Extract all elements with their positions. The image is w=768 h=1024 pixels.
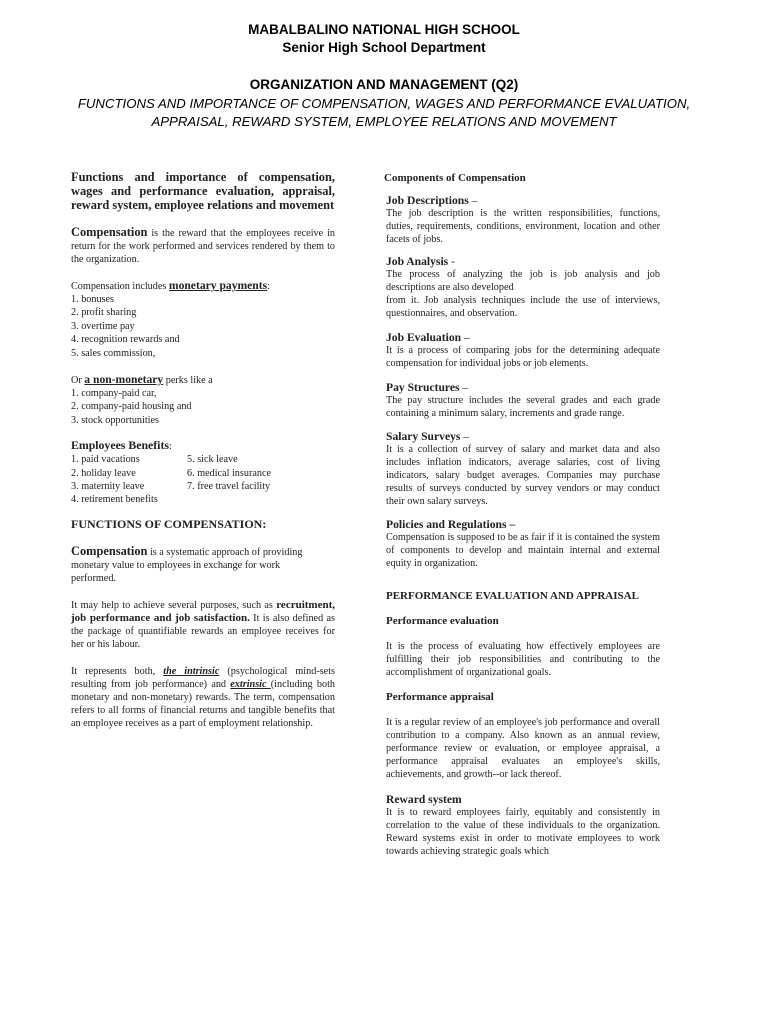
job-evaluation-text: It is a process of comparing jobs for the determining adequate compensation for individual jobs or job elements.: [386, 345, 660, 369]
pay-structures-dash: –: [459, 381, 469, 394]
performance-appraisal-text: It is a regular review of an employee's job performance and overall contribution to a company. Also known as an annual review, performance review or evaluation, or employee appraisal, a performance appraisal evaluates an employee's skills, achievements, and growth--or lack thereof.: [386, 717, 660, 780]
policies-text: Compensation is supposed to be as fair if it is contained the system of components to develop and maintain internal and external equity in organization.: [386, 532, 660, 569]
list-item: 4. recognition rewards and: [71, 334, 180, 346]
list-item: 7. free travel facility: [187, 481, 271, 493]
reward-system-text: It is to reward employees fairly, equitably and consistently in correlation to the value of these individuals to the organization. Reward systems exist in order to motivate employees to work towards achieving strategic goals which: [386, 807, 660, 857]
compensation-term: Compensation: [71, 225, 148, 239]
functions-definition: [71, 545, 309, 585]
compensation-definition: [71, 226, 335, 266]
includes-suffix: :: [267, 281, 270, 292]
includes-line: [71, 279, 335, 293]
represents-paragraph: [71, 665, 335, 730]
list-item: 5. sales commission,: [71, 347, 156, 359]
functions-heading: FUNCTIONS OF COMPENSATION:: [71, 516, 267, 531]
topic-line-2: APPRAISAL, REWARD SYSTEM, EMPLOYEE RELATIONS AND MOVEMENT: [151, 114, 617, 129]
purposes-suffix: It is also defined as the package of quantifiable rewards an employee receives for her or his labour.: [71, 612, 335, 650]
job-descriptions-title: Job Descriptions: [386, 194, 469, 207]
list-item: 3. stock opportunities: [71, 414, 160, 426]
performance-evaluation-heading: Performance evaluation: [386, 615, 499, 627]
functions-def-text: is a systematic approach of providing monetary value to employees in exchange for work performed.: [71, 546, 303, 584]
includes-prefix: Compensation includes: [71, 281, 169, 292]
represents-prefix: It represents both,: [71, 665, 164, 677]
topic-line-1: FUNCTIONS AND IMPORTANCE OF COMPENSATION, WAGES AND PERFORMANCE EVALUATION,: [77, 96, 691, 111]
represents-mid-2: (including both monetary and non-monetary) rewards. The term, compensation refers to all forms of financial returns and tangible benefits that an employee receives as a part of employment relationship.: [71, 678, 335, 729]
purposes-bold: recruitment, job performance and job satisfaction.: [71, 598, 335, 624]
salary-surveys-heading: [386, 430, 660, 443]
list-item: 2. company-paid housing and: [71, 401, 192, 413]
list-item: 4. retirement benefits: [71, 494, 158, 506]
benefits-colon: :: [168, 441, 172, 453]
list-item: 6. medical insurance: [187, 467, 272, 479]
represents-mid-1: (psychological mind-sets resulting from job performance) and: [71, 665, 335, 690]
job-analysis-heading: [386, 255, 660, 268]
reward-system-heading: Reward system: [386, 793, 462, 806]
department-name: Senior High School Department: [282, 40, 486, 55]
pay-structures-heading: [386, 381, 660, 394]
right-column: [386, 172, 660, 858]
salary-surveys-title: Salary Surveys: [386, 430, 461, 443]
list-item: 1. paid vacations: [71, 454, 140, 466]
performance-evaluation-text: It is the process of evaluating how effectively employees are fulfilling their job responsibilities and contributing to the accomplishment of organizational goals.: [386, 641, 660, 678]
list-item: 1. bonuses: [71, 294, 115, 305]
left-section-title: Functions and importance of compensation, wages and performance evaluation, appraisal, reward system, employee relations and movement: [71, 170, 335, 212]
policies-heading: Policies and Regulations –: [386, 518, 516, 531]
job-evaluation-title: Job Evaluation: [386, 331, 462, 344]
job-descriptions-heading: [386, 194, 660, 207]
or-suffix: perks like a: [163, 375, 213, 387]
benefits-heading: [71, 439, 335, 453]
monetary-payments-label: monetary payments: [168, 279, 268, 292]
topic-title: [0, 95, 768, 131]
non-monetary-label: a non-monetary: [84, 373, 164, 387]
job-analysis-text-2: from it. Job analysis techniques include the use of interviews, questionnaires, and observation.: [386, 295, 660, 319]
performance-heading: PERFORMANCE EVALUATION AND APPRAISAL: [386, 590, 639, 602]
job-evaluation-heading: [386, 331, 660, 344]
list-item: 3. maternity leave: [71, 481, 145, 493]
list-item: 1. company-paid car,: [71, 388, 157, 400]
components-heading: Components of Compensation: [384, 172, 526, 184]
left-column: [71, 170, 335, 730]
benefits-col-2: [187, 453, 327, 507]
non-monetary-line: [71, 373, 335, 387]
job-analysis-dash: -: [448, 255, 455, 268]
course-title: ORGANIZATION AND MANAGEMENT (Q2): [249, 77, 519, 92]
school-name: MABALBALINO NATIONAL HIGH SCHOOL: [248, 22, 520, 37]
pay-structures-title: Pay Structures: [386, 381, 460, 394]
job-analysis-text-1: The process of analyzing the job is job analysis and job descriptions are also developed: [386, 269, 660, 293]
monetary-list: [71, 293, 335, 360]
non-monetary-list: [71, 387, 335, 427]
benefits-col-1: [71, 453, 187, 507]
intrinsic-term: the intrinsic: [163, 665, 220, 677]
pay-structures-text: The pay structure includes the several grades and each grade containing a minimum salary, increments and grade range.: [386, 395, 660, 419]
job-analysis-title: Job Analysis: [386, 255, 449, 268]
job-descriptions-dash: –: [468, 194, 478, 207]
job-descriptions-text: The job description is the written responsibilities, functions, duties, requirements, conditions, environment, location and other facets of jobs.: [386, 208, 660, 245]
salary-surveys-dash: –: [460, 430, 470, 443]
benefits-list: [71, 453, 335, 507]
benefits-label: Employees Benefits: [71, 438, 169, 453]
list-item: 2. profit sharing: [71, 307, 137, 319]
list-item: 3. overtime pay: [71, 320, 135, 332]
list-item: 2. holiday leave: [71, 467, 136, 479]
salary-surveys-text: It is a collection of survey of salary and market data and also includes inflation indicators, average salaries, cost of living indicators, salary budget averages. Companies may purchase results of surveys conducted by survey vendors or may conduct their own salary surveys.: [386, 444, 660, 507]
compensation-def-text: is the reward that the employees receive in return for the work performed and services rendered by them to the organization.: [71, 228, 335, 265]
purposes-paragraph: [71, 599, 335, 651]
or-prefix: Or: [71, 375, 85, 387]
functions-compensation-term: Compensation: [71, 543, 148, 558]
purposes-prefix: It may help to achieve several purposes, such as: [71, 599, 277, 611]
extrinsic-term: extrinsic: [230, 678, 271, 690]
performance-appraisal-heading: Performance appraisal: [386, 691, 494, 703]
job-evaluation-dash: –: [461, 331, 470, 344]
list-item: 5. sick leave: [187, 454, 238, 466]
